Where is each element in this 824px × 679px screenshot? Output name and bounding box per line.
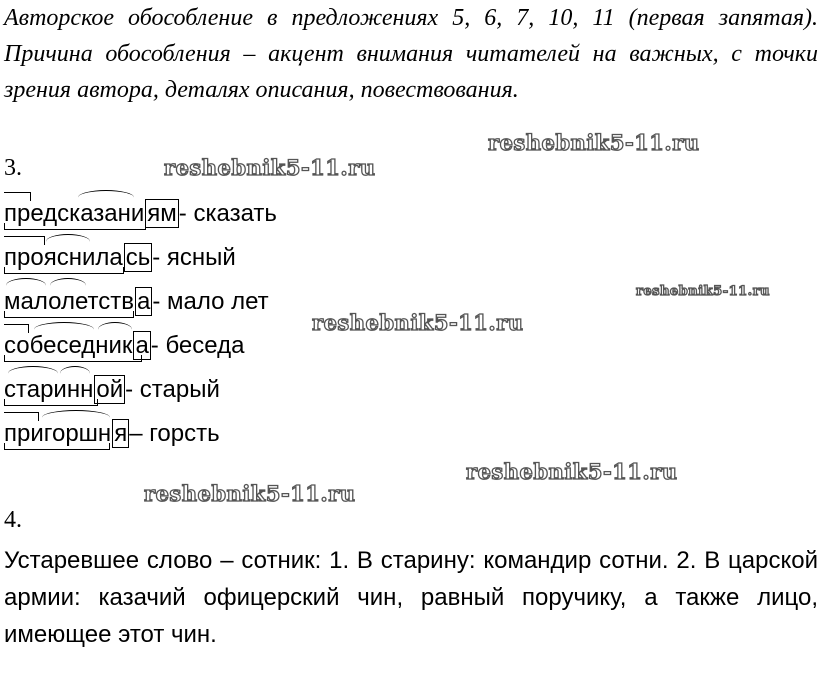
word-stem: старинн xyxy=(4,376,94,403)
related-word: - беседа xyxy=(150,332,245,359)
word-stem: пригоршн xyxy=(4,420,112,447)
morpheme-word xyxy=(4,328,151,364)
morpheme-word xyxy=(4,372,125,408)
related-word: - сказать xyxy=(178,200,277,227)
word-stem: предсказани xyxy=(4,200,145,227)
word-stem: прояснила xyxy=(4,244,123,271)
root-arc-icon xyxy=(78,190,134,205)
stem-line-icon xyxy=(4,267,124,274)
related-word: - мало лет xyxy=(152,288,269,315)
word-row xyxy=(4,328,277,372)
root-arc-icon xyxy=(34,322,94,337)
watermark: reshebnik5-11.ru xyxy=(466,459,678,484)
prefix-mark-icon xyxy=(4,236,45,245)
morpheme-word xyxy=(4,196,179,232)
stem-line-icon xyxy=(4,355,142,362)
word-ending: сь xyxy=(125,244,151,271)
word-row xyxy=(4,284,277,328)
root-arc-icon xyxy=(8,366,58,381)
watermark: reshebnik5-11.ru xyxy=(488,130,700,155)
word-ending: ям xyxy=(147,200,177,227)
outro-paragraph: Устаревшее слово – сотник: 1. В старину: командир сотни. 2. В царской армии: казачий офицерский чин, равный поручику, а также лицо, имеющее этот чин. xyxy=(4,547,818,648)
section-3-number: 3. xyxy=(4,155,22,181)
morpheme-word xyxy=(4,416,129,452)
word-ending: а xyxy=(135,332,149,359)
related-word: - старый xyxy=(125,376,220,403)
root-arc-icon xyxy=(42,410,110,425)
root-arc-icon xyxy=(98,322,132,337)
prefix-mark-icon xyxy=(4,412,39,421)
root-arc-icon xyxy=(60,366,90,381)
word-ending: а xyxy=(136,288,151,315)
word-ending: я xyxy=(114,420,128,447)
watermark: reshebnik5-11.ru xyxy=(312,310,524,335)
prefix-mark-icon xyxy=(4,324,29,333)
word-row xyxy=(4,416,277,460)
section-4-number: 4. xyxy=(4,507,22,533)
stem-line-icon xyxy=(4,311,134,318)
morpheme-word xyxy=(4,284,152,320)
prefix-mark-icon xyxy=(4,192,31,201)
stem-line-icon xyxy=(4,399,98,406)
word-stem: малолетств xyxy=(4,288,134,315)
word-row xyxy=(4,196,277,240)
watermark: reshebnik5-11.ru xyxy=(144,481,356,506)
related-word: - ясный xyxy=(152,244,236,271)
word-row xyxy=(4,240,277,284)
word-ending: ой xyxy=(96,376,124,403)
watermark: reshebnik5-11.ru xyxy=(164,155,376,180)
related-word: – горсть xyxy=(129,420,220,447)
root-arc-icon xyxy=(6,278,46,293)
word-stem: собеседник xyxy=(4,332,133,359)
morpheme-word xyxy=(4,240,152,276)
root-arc-icon xyxy=(46,234,90,249)
root-arc-icon xyxy=(50,278,86,293)
word-row xyxy=(4,372,277,416)
stem-line-icon xyxy=(4,223,146,230)
watermark: reshebnik5-11.ru xyxy=(636,284,771,299)
stem-line-icon xyxy=(4,443,110,450)
intro-paragraph: Авторское обособление в предложениях 5, 6, 7, 10, 11 (первая запятая). Причина обособления – акцент внимания читателей на важных, с точки зрения автора, деталях описания, повествования. xyxy=(4,5,818,103)
morpheme-word-list xyxy=(4,196,277,460)
